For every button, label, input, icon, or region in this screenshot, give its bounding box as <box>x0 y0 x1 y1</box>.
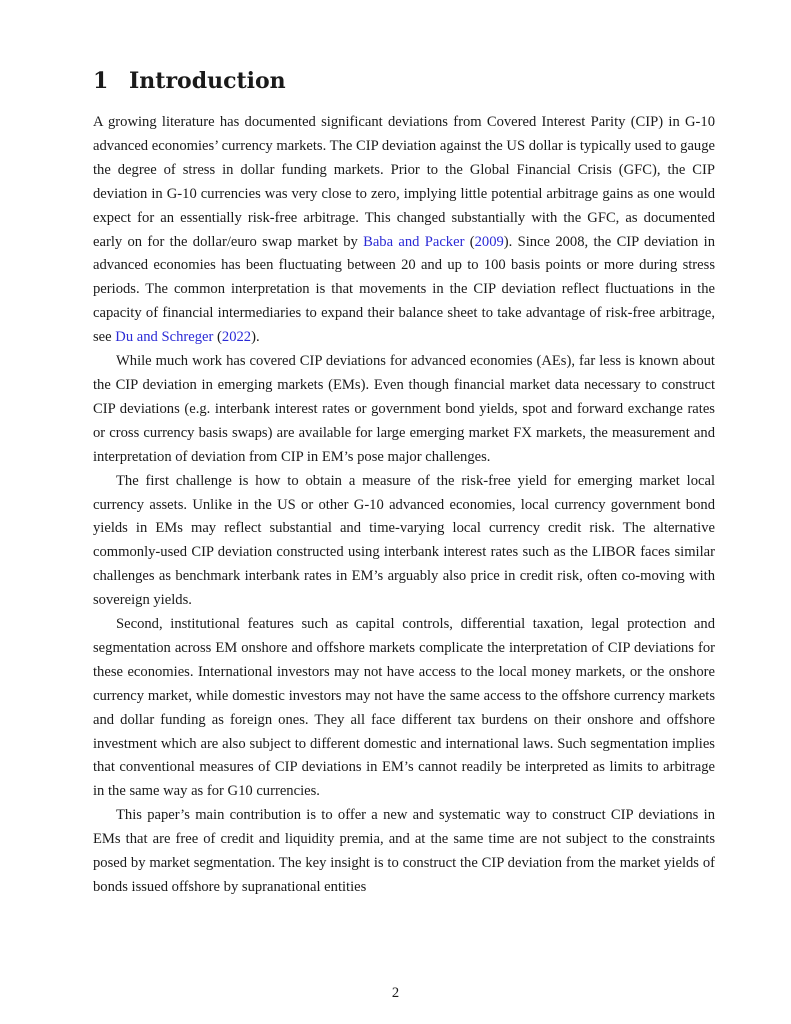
section-title: Introduction <box>129 68 286 94</box>
paragraph-1-text-e: ). <box>251 329 260 346</box>
section-number: 1 <box>93 68 109 94</box>
citation-baba-packer[interactable]: Baba and Packer <box>363 233 465 250</box>
paragraph-4: Second, institutional features such as capital controls, differential taxation, legal protection and segmentation across EM onshore and offshore markets complicate the interpretation of CIP deviations for these economies. International investors may not have access to the local money markets, or the onshore currency market, while domestic investors may not have the same access to the offshore currency markets and dollar funding as foreign ones. They all face different tax burdens on their onshore and offshore investment which are also subject to different domestic and international laws. Such segmentation implies that conventional measures of CIP deviations in EM’s cannot readily be interpreted as limits to arbitrage in the same way as for G10 currencies. <box>93 616 715 800</box>
paragraph-5: This paper’s main contribution is to offer a new and systematic way to construct CIP deviations in EMs that are free of credit and liquidity premia, and at the same time are not subject to the constraints posed by market segmentation. The key insight is to construct the CIP deviation from the market yields of bonds issued offshore by supranational entities <box>93 807 715 895</box>
paragraph-3: The first challenge is how to obtain a measure of the risk-free yield for emerging market local currency assets. Unlike in the US or other G-10 advanced economies, local currency government bond yields in EMs may reflect substantial and time-varying local currency credit risk. The alternative commonly-used CIP deviation constructed using interbank interest rates such as the LIBOR faces similar challenges as benchmark interbank rates in EM’s arguably also price in credit risk, often co-moving with sovereign yields. <box>93 472 715 609</box>
paragraph-1-text-d: ( <box>213 329 222 346</box>
citation-du-schreger[interactable]: Du and Schreger <box>115 329 214 346</box>
section-heading <box>93 66 286 96</box>
citation-baba-packer-year[interactable]: 2009 <box>474 233 504 250</box>
body-text <box>93 111 715 900</box>
paragraph-1-text-b: ( <box>464 233 475 250</box>
paragraph-1-text-c: ). Since 2008, the CIP deviation in advanced economies has been fluctuating between 20 and up to 100 basis points or more during stress periods. The common interpretation is that movements in the CIP deviation reflect fluctuations in the capacity of financial intermediaries to expand their balance sheet to take advantage of risk-free arbitrage, see <box>93 233 715 346</box>
citation-du-schreger-year[interactable]: 2022 <box>221 329 252 346</box>
paragraph-1 <box>93 111 715 350</box>
paragraph-1-text-a: A growing literature has documented significant deviations from Covered Interest Parity (CIP) in G-10 advanced economies’ currency markets. The CIP deviation against the US dollar is typically used to gauge the degree of stress in dollar funding markets. Prior to the Global Financial Crisis (GFC), the CIP deviation in G-10 currencies was very close to zero, implying little potential arbitrage gains as one would expect for an essentially risk-free arbitrage. This changed substantially with the GFC, as documented early on for the dollar/euro swap market by <box>93 114 715 250</box>
paragraph-2: While much work has covered CIP deviations for advanced economies (AEs), far less is known about the CIP deviation in emerging markets (EMs). Even though financial market data necessary to construct CIP deviations (e.g. interbank interest rates or government bond yields, spot and forward exchange rates or cross currency basis swaps) are available for large emerging market FX markets, the measurement and interpretation of deviation from CIP in EM’s pose major challenges. <box>93 353 715 465</box>
page-number: 2 <box>391 985 400 1001</box>
